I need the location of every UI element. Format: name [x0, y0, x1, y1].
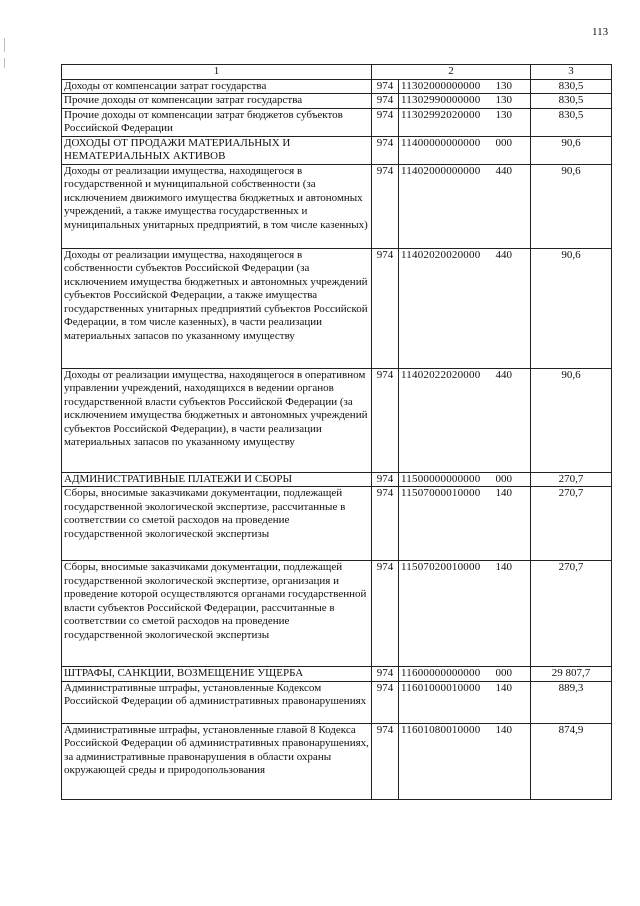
row-amount: 830,5: [531, 94, 612, 109]
row-name: ДОХОДЫ ОТ ПРОДАЖИ МАТЕРИАЛЬНЫХ И НЕМАТЕРИАЛЬНЫХ АКТИВОВ: [62, 136, 372, 164]
row-amount: 830,5: [531, 108, 612, 136]
revenue-table: [61, 64, 612, 800]
column-header: 3: [531, 65, 612, 80]
row-subcode: 000: [494, 667, 531, 682]
row-admin-code: 974: [372, 164, 399, 248]
row-subcode: 140: [494, 487, 531, 561]
row-budget-code: 11601080010000: [399, 723, 494, 799]
table-row: [62, 561, 612, 667]
row-amount: 270,7: [531, 487, 612, 561]
row-admin-code: 974: [372, 79, 399, 94]
column-header: 2: [372, 65, 531, 80]
row-name: АДМИНИСТРАТИВНЫЕ ПЛАТЕЖИ И СБОРЫ: [62, 472, 372, 487]
row-name: Сборы, вносимые заказчиками документации, подлежащей государственной экологической экспертизе, рассчитанные в соответствии со сметой расходов на проведение государственной экологической экспертизы: [62, 487, 372, 561]
row-subcode: 000: [494, 136, 531, 164]
row-admin-code: 974: [372, 248, 399, 368]
row-budget-code: 11601000010000: [399, 681, 494, 723]
row-budget-code: 11500000000000: [399, 472, 494, 487]
row-budget-code: 11402020020000: [399, 248, 494, 368]
row-admin-code: 974: [372, 472, 399, 487]
row-budget-code: 11400000000000: [399, 136, 494, 164]
row-admin-code: 974: [372, 723, 399, 799]
table-row: [62, 681, 612, 723]
row-budget-code: 11402022020000: [399, 368, 494, 472]
row-name: Сборы, вносимые заказчиками документации, подлежащей государственной экологической экспертизе, организация и проведение которой осуществляются органами государственной власти субъектов Российской Федерации, рассчитанные в соответствии со сметой расходов на проведение государственной экологической экспертизы: [62, 561, 372, 667]
row-admin-code: 974: [372, 108, 399, 136]
table-row: [62, 667, 612, 682]
row-admin-code: 974: [372, 487, 399, 561]
table-row: [62, 368, 612, 472]
table-row: [62, 472, 612, 487]
row-amount: 90,6: [531, 136, 612, 164]
row-budget-code: 11402000000000: [399, 164, 494, 248]
row-budget-code: 11507020010000: [399, 561, 494, 667]
table-row: [62, 136, 612, 164]
row-name: Доходы от реализации имущества, находящегося в оперативном управлении учреждений, находящихся в ведении органов государственной власти субъектов Российской Федерации (за исключением имущества бюджетных и автономных учреждений субъектов Российской Федерации), в части реализации материальных запасов по указанному имуществу: [62, 368, 372, 472]
row-admin-code: 974: [372, 368, 399, 472]
row-amount: 90,6: [531, 164, 612, 248]
row-amount: 889,3: [531, 681, 612, 723]
row-subcode: 130: [494, 79, 531, 94]
row-admin-code: 974: [372, 667, 399, 682]
row-name: ШТРАФЫ, САНКЦИИ, ВОЗМЕЩЕНИЕ УЩЕРБА: [62, 667, 372, 682]
table-row: [62, 94, 612, 109]
table-row: [62, 79, 612, 94]
row-name: Доходы от реализации имущества, находящегося в государственной и муниципальной собственности (за исключением движимого имущества бюджетных и автономных учреждений, а также имущества государственных и муниципальных унитарных предприятий, в том числе казенных): [62, 164, 372, 248]
row-subcode: 440: [494, 368, 531, 472]
table-row: [62, 487, 612, 561]
row-admin-code: 974: [372, 94, 399, 109]
row-amount: 270,7: [531, 472, 612, 487]
row-name: Прочие доходы от компенсации затрат бюджетов субъектов Российской Федерации: [62, 108, 372, 136]
row-budget-code: 11507000010000: [399, 487, 494, 561]
row-subcode: 140: [494, 561, 531, 667]
row-subcode: 440: [494, 164, 531, 248]
row-name: Доходы от компенсации затрат государства: [62, 79, 372, 94]
margin-mark: [4, 38, 5, 52]
row-amount: 90,6: [531, 368, 612, 472]
row-amount: 830,5: [531, 79, 612, 94]
row-amount: 874,9: [531, 723, 612, 799]
row-name: Прочие доходы от компенсации затрат государства: [62, 94, 372, 109]
table-header-row: [62, 65, 612, 80]
row-budget-code: 11600000000000: [399, 667, 494, 682]
column-header: 1: [62, 65, 372, 80]
row-budget-code: 11302992020000: [399, 108, 494, 136]
row-amount: 29 807,7: [531, 667, 612, 682]
row-subcode: 000: [494, 472, 531, 487]
row-amount: 270,7: [531, 561, 612, 667]
row-subcode: 140: [494, 723, 531, 799]
row-subcode: 140: [494, 681, 531, 723]
row-subcode: 440: [494, 248, 531, 368]
row-budget-code: 11302000000000: [399, 79, 494, 94]
table-row: [62, 723, 612, 799]
row-admin-code: 974: [372, 681, 399, 723]
row-admin-code: 974: [372, 561, 399, 667]
row-budget-code: 11302990000000: [399, 94, 494, 109]
table-row: [62, 248, 612, 368]
row-name: Доходы от реализации имущества, находящегося в собственности субъектов Российской Федерации (за исключением имущества бюджетных и автономных учреждений субъектов Российской Федерации, а также имущества государственных унитарных предприятий субъектов Российской Федерации, в том числе казенных), в части реализации материальных запасов по указанному имуществу: [62, 248, 372, 368]
table-row: [62, 164, 612, 248]
table-row: [62, 108, 612, 136]
row-name: Административные штрафы, установленные главой 8 Кодекса Российской Федерации об административных правонарушениях, за административные правонарушения в области охраны окружающей среды и природопользования: [62, 723, 372, 799]
row-amount: 90,6: [531, 248, 612, 368]
margin-mark: [4, 58, 5, 68]
row-subcode: 130: [494, 94, 531, 109]
row-admin-code: 974: [372, 136, 399, 164]
page-number: 113: [592, 26, 609, 38]
row-subcode: 130: [494, 108, 531, 136]
row-name: Административные штрафы, установленные Кодексом Российской Федерации об административных правонарушениях: [62, 681, 372, 723]
